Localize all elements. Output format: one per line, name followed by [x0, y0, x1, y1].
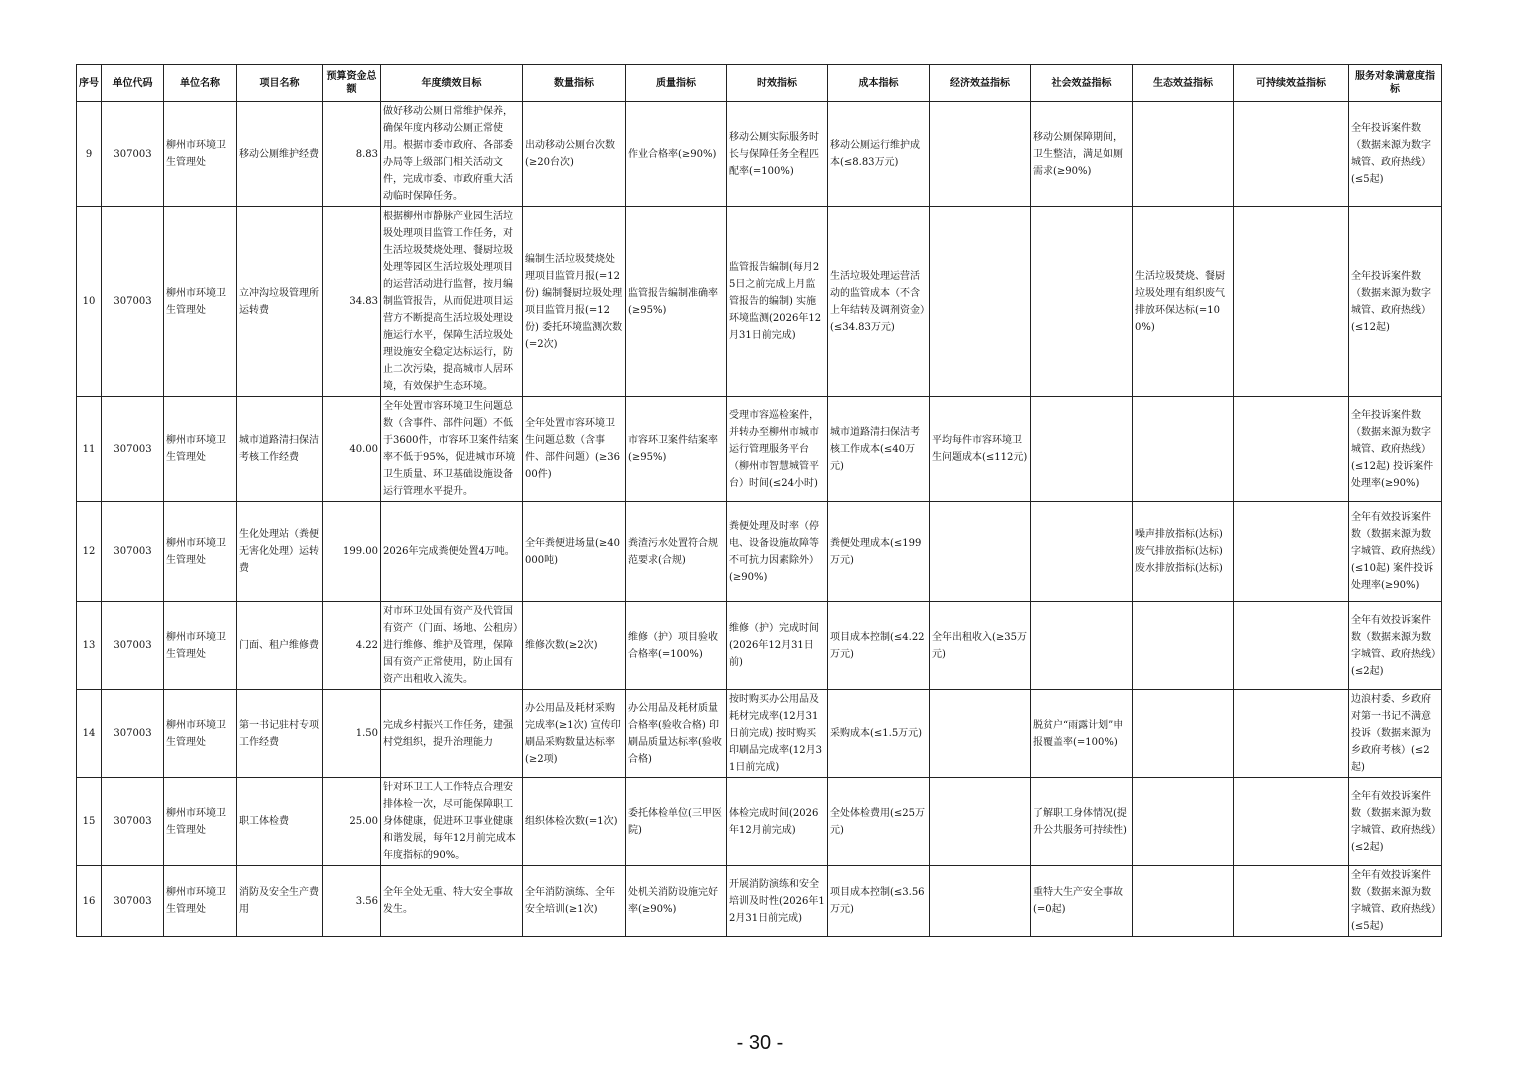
cost-indicator-cell: 粪便处理成本(≤199万元): [828, 502, 930, 602]
table-row: [77, 502, 1442, 602]
timeliness-indicator-cell: 受理市容巡检案件，并转办至柳州市城市运行管理服务平台（柳州市智慧城管平台）时间(≤24小时): [727, 397, 828, 502]
sustainable-benefit-cell: [1234, 207, 1349, 397]
quality-indicator-cell: 粪渣污水处置符合规范要求(合规): [626, 502, 727, 602]
header-cell: 经济效益指标: [930, 65, 1031, 102]
sustainable-benefit-cell: [1234, 502, 1349, 602]
table-row: [77, 778, 1442, 866]
project-name-cell: 消防及安全生产费用: [237, 866, 323, 937]
timeliness-indicator-cell: 粪便处理及时率（停电、设备设施故障等不可抗力因素除外）(≥90%): [727, 502, 828, 602]
quality-indicator-cell: 维修（护）项目验收合格率(=100%): [626, 602, 727, 690]
header-cell: 服务对象满意度指标: [1349, 65, 1442, 102]
header-cell: 预算资金总额: [323, 65, 381, 102]
row-number-cell: 15: [77, 778, 102, 866]
economic-benefit-cell: [930, 207, 1031, 397]
sustainable-benefit-cell: [1234, 102, 1349, 207]
table-row: [77, 866, 1442, 937]
unit-name-cell: 柳州市环境卫生管理处: [164, 778, 237, 866]
unit-name-cell: 柳州市环境卫生管理处: [164, 502, 237, 602]
timeliness-indicator-cell: 开展消防演练和安全培训及时性(2026年12月31日前完成): [727, 866, 828, 937]
annual-goal-cell: 根据柳州市静脉产业园生活垃圾处理项目监管工作任务，对生活垃圾焚烧处理、餐厨垃圾处理等园区生活垃圾处理项目的运营活动进行监督，按月编制监管报告，从而促进项目运营方不断提高生活垃圾处理设施运行水平，保障生活垃圾处理设施安全稳定达标运行，防止二次污染，提高城市人居环境，有效保护生态环境。: [381, 207, 523, 397]
page-number: - 30 -: [736, 1032, 784, 1054]
budget-cell: 40.00: [323, 397, 381, 502]
budget-cell: 34.83: [323, 207, 381, 397]
unit-code-cell: 307003: [102, 690, 164, 778]
quality-indicator-cell: 作业合格率(≥90%): [626, 102, 727, 207]
quantity-indicator-cell: 全年粪便进场量(≥40000吨): [523, 502, 626, 602]
social-benefit-cell: 重特大生产安全事故(=0起): [1031, 866, 1133, 937]
social-benefit-cell: 移动公厕保障期间，卫生整洁，满足如厕需求(≥90%): [1031, 102, 1133, 207]
economic-benefit-cell: [930, 778, 1031, 866]
sustainable-benefit-cell: [1234, 397, 1349, 502]
budget-cell: 199.00: [323, 502, 381, 602]
unit-code-cell: 307003: [102, 866, 164, 937]
header-cell: 成本指标: [828, 65, 930, 102]
row-number-cell: 14: [77, 690, 102, 778]
timeliness-indicator-cell: 维修（护）完成时间(2026年12月31日前): [727, 602, 828, 690]
social-benefit-cell: [1031, 602, 1133, 690]
annual-goal-cell: 2026年完成粪便处置4万吨。: [381, 502, 523, 602]
project-name-cell: 第一书记驻村专项工作经费: [237, 690, 323, 778]
economic-benefit-cell: 全年出租收入(≥35万元): [930, 602, 1031, 690]
sustainable-benefit-cell: [1234, 778, 1349, 866]
ecological-benefit-cell: 噪声排放指标(达标) 废气排放指标(达标) 废水排放指标(达标): [1133, 502, 1234, 602]
unit-name-cell: 柳州市环境卫生管理处: [164, 690, 237, 778]
unit-name-cell: 柳州市环境卫生管理处: [164, 602, 237, 690]
header-cell: 质量指标: [626, 65, 727, 102]
table-row: [77, 602, 1442, 690]
header-cell: 数量指标: [523, 65, 626, 102]
project-name-cell: 立冲沟垃圾管理所运转费: [237, 207, 323, 397]
timeliness-indicator-cell: 监管报告编制(每月25日之前完成上月监管报告的编制) 实施环境监测(2026年12月31日前完成): [727, 207, 828, 397]
annual-goal-cell: 针对环卫工人工作特点合理安排体检一次，尽可能保障职工身体健康，促进环卫事业健康和谐发展，每年12月前完成本年度指标的90%。: [381, 778, 523, 866]
unit-code-cell: 307003: [102, 778, 164, 866]
satisfaction-indicator-cell: 全年投诉案件数（数据来源为数字城管、政府热线）(≤5起): [1349, 102, 1442, 207]
sustainable-benefit-cell: [1234, 690, 1349, 778]
annual-goal-cell: 做好移动公厕日常维护保养，确保年度内移动公厕正常使用。根据市委市政府、各部委办局等上级部门相关活动文件，完成市委、市政府重大活动临时保障任务。: [381, 102, 523, 207]
row-number-cell: 12: [77, 502, 102, 602]
ecological-benefit-cell: [1133, 778, 1234, 866]
unit-code-cell: 307003: [102, 397, 164, 502]
row-number-cell: 11: [77, 397, 102, 502]
project-name-cell: 职工体检费: [237, 778, 323, 866]
social-benefit-cell: [1031, 207, 1133, 397]
project-name-cell: 移动公厕维护经费: [237, 102, 323, 207]
header-cell: 可持续效益指标: [1234, 65, 1349, 102]
quantity-indicator-cell: 组织体检次数(=1次): [523, 778, 626, 866]
row-number-cell: 10: [77, 207, 102, 397]
quality-indicator-cell: 处机关消防设施完好率(≥90%): [626, 866, 727, 937]
row-number-cell: 13: [77, 602, 102, 690]
quantity-indicator-cell: 出动移动公厕台次数(≥20台次): [523, 102, 626, 207]
satisfaction-indicator-cell: 全年有效投诉案件数（数据来源为数字城管、政府热线）(≤2起): [1349, 602, 1442, 690]
quantity-indicator-cell: 办公用品及耗材采购完成率(≥1次) 宣传印刷品采购数量达标率(≥2项): [523, 690, 626, 778]
economic-benefit-cell: [930, 502, 1031, 602]
annual-goal-cell: 全年全处无重、特大安全事故发生。: [381, 866, 523, 937]
cost-indicator-cell: 移动公厕运行维护成本(≤8.83万元): [828, 102, 930, 207]
ecological-benefit-cell: [1133, 397, 1234, 502]
project-name-cell: 生化处理站（粪便无害化处理）运转费: [237, 502, 323, 602]
unit-code-cell: 307003: [102, 602, 164, 690]
ecological-benefit-cell: [1133, 690, 1234, 778]
sustainable-benefit-cell: [1234, 602, 1349, 690]
cost-indicator-cell: 城市道路清扫保洁考核工作成本(≤40万元): [828, 397, 930, 502]
row-number-cell: 9: [77, 102, 102, 207]
budget-cell: 25.00: [323, 778, 381, 866]
cost-indicator-cell: 生活垃圾处理运营活动的监管成本（不含上年结转及调剂资金）(≤34.83万元): [828, 207, 930, 397]
timeliness-indicator-cell: 体检完成时间(2026年12月前完成): [727, 778, 828, 866]
header-cell: 单位代码: [102, 65, 164, 102]
economic-benefit-cell: [930, 102, 1031, 207]
timeliness-indicator-cell: 按时购买办公用品及耗材完成率(12月31日前完成) 按时购买印刷品完成率(12月31日前完成): [727, 690, 828, 778]
row-number-cell: 16: [77, 866, 102, 937]
cost-indicator-cell: 项目成本控制(≤4.22万元): [828, 602, 930, 690]
project-name-cell: 门面、租户维修费: [237, 602, 323, 690]
satisfaction-indicator-cell: 全年有效投诉案件数（数据来源为数字城管、政府热线）(≤5起): [1349, 866, 1442, 937]
header-cell: 年度绩效目标: [381, 65, 523, 102]
unit-code-cell: 307003: [102, 102, 164, 207]
budget-cell: 1.50: [323, 690, 381, 778]
quantity-indicator-cell: 全年消防演练、全年安全培训(≥1次): [523, 866, 626, 937]
unit-code-cell: 307003: [102, 207, 164, 397]
quantity-indicator-cell: 维修次数(≥2次): [523, 602, 626, 690]
social-benefit-cell: [1031, 397, 1133, 502]
unit-name-cell: 柳州市环境卫生管理处: [164, 207, 237, 397]
project-name-cell: 城市道路清扫保洁考核工作经费: [237, 397, 323, 502]
ecological-benefit-cell: [1133, 602, 1234, 690]
table-row: [77, 397, 1442, 502]
economic-benefit-cell: [930, 866, 1031, 937]
social-benefit-cell: [1031, 502, 1133, 602]
header-cell: 生态效益指标: [1133, 65, 1234, 102]
cost-indicator-cell: 项目成本控制(≤3.56万元): [828, 866, 930, 937]
quality-indicator-cell: 委托体检单位(三甲医院): [626, 778, 727, 866]
cost-indicator-cell: 全处体检费用(≤25万元): [828, 778, 930, 866]
annual-goal-cell: 全年处置市容环境卫生问题总数（含事件、部件问题）不低于3600件，市容环卫案件结案率不低于95%，促进城市环境卫生质量、环卫基础设施设备运行管理水平提升。: [381, 397, 523, 502]
table-body: [77, 102, 1442, 937]
social-benefit-cell: 脱贫户“雨露计划”申报覆盖率(=100%): [1031, 690, 1133, 778]
satisfaction-indicator-cell: 全年投诉案件数（数据来源为数字城管、政府热线）(≤12起): [1349, 207, 1442, 397]
table-header-row: [77, 65, 1442, 102]
header-cell: 单位名称: [164, 65, 237, 102]
social-benefit-cell: 了解职工身体情况(提升公共服务可持续性): [1031, 778, 1133, 866]
unit-name-cell: 柳州市环境卫生管理处: [164, 102, 237, 207]
ecological-benefit-cell: [1133, 102, 1234, 207]
budget-cell: 4.22: [323, 602, 381, 690]
sustainable-benefit-cell: [1234, 866, 1349, 937]
economic-benefit-cell: 平均每件市容环境卫生问题成本(≤112元): [930, 397, 1031, 502]
economic-benefit-cell: [930, 690, 1031, 778]
timeliness-indicator-cell: 移动公厕实际服务时长与保障任务全程匹配率(=100%): [727, 102, 828, 207]
cost-indicator-cell: 采购成本(≤1.5万元): [828, 690, 930, 778]
ecological-benefit-cell: 生活垃圾焚烧、餐厨垃圾处理有组织废气排放环保达标(=100%): [1133, 207, 1234, 397]
satisfaction-indicator-cell: 全年有效投诉案件数（数据来源为数字城管、政府热线）(≤10起) 案件投诉处理率(≥90%): [1349, 502, 1442, 602]
table-row: [77, 690, 1442, 778]
satisfaction-indicator-cell: 全年有效投诉案件数（数据来源为数字城管、政府热线）(≤2起): [1349, 778, 1442, 866]
header-cell: 社会效益指标: [1031, 65, 1133, 102]
table-row: [77, 102, 1442, 207]
satisfaction-indicator-cell: 全年投诉案件数（数据来源为数字城管、政府热线）(≤12起) 投诉案件处理率(≥90%): [1349, 397, 1442, 502]
quality-indicator-cell: 办公用品及耗材质量合格率(验收合格) 印刷品质量达标率(验收合格): [626, 690, 727, 778]
header-cell: 时效指标: [727, 65, 828, 102]
unit-code-cell: 307003: [102, 502, 164, 602]
annual-goal-cell: 完成乡村振兴工作任务，建强村党组织，提升治理能力: [381, 690, 523, 778]
satisfaction-indicator-cell: 边浪村委、乡政府对第一书记不满意投诉（数据来源为乡政府考核）(≤2起): [1349, 690, 1442, 778]
unit-name-cell: 柳州市环境卫生管理处: [164, 397, 237, 502]
unit-name-cell: 柳州市环境卫生管理处: [164, 866, 237, 937]
table-row: [77, 207, 1442, 397]
performance-table: [76, 64, 1442, 937]
quality-indicator-cell: 监管报告编制准确率(≥95%): [626, 207, 727, 397]
header-cell: 序号: [77, 65, 102, 102]
annual-goal-cell: 对市环卫处国有资产及代管国有资产（门面、场地、公租房）进行维修、维护及管理，保障国有资产正常使用，防止国有资产出租收入流失。: [381, 602, 523, 690]
quantity-indicator-cell: 全年处置市容环境卫生问题总数（含事件、部件问题）(≥3600件): [523, 397, 626, 502]
quantity-indicator-cell: 编制生活垃圾焚烧处理项目监管月报(=12份) 编制餐厨垃圾处理项目监管月报(=12份) 委托环境监测次数(=2次): [523, 207, 626, 397]
budget-cell: 3.56: [323, 866, 381, 937]
header-cell: 项目名称: [237, 65, 323, 102]
ecological-benefit-cell: [1133, 866, 1234, 937]
budget-cell: 8.83: [323, 102, 381, 207]
quality-indicator-cell: 市容环卫案件结案率(≥95%): [626, 397, 727, 502]
